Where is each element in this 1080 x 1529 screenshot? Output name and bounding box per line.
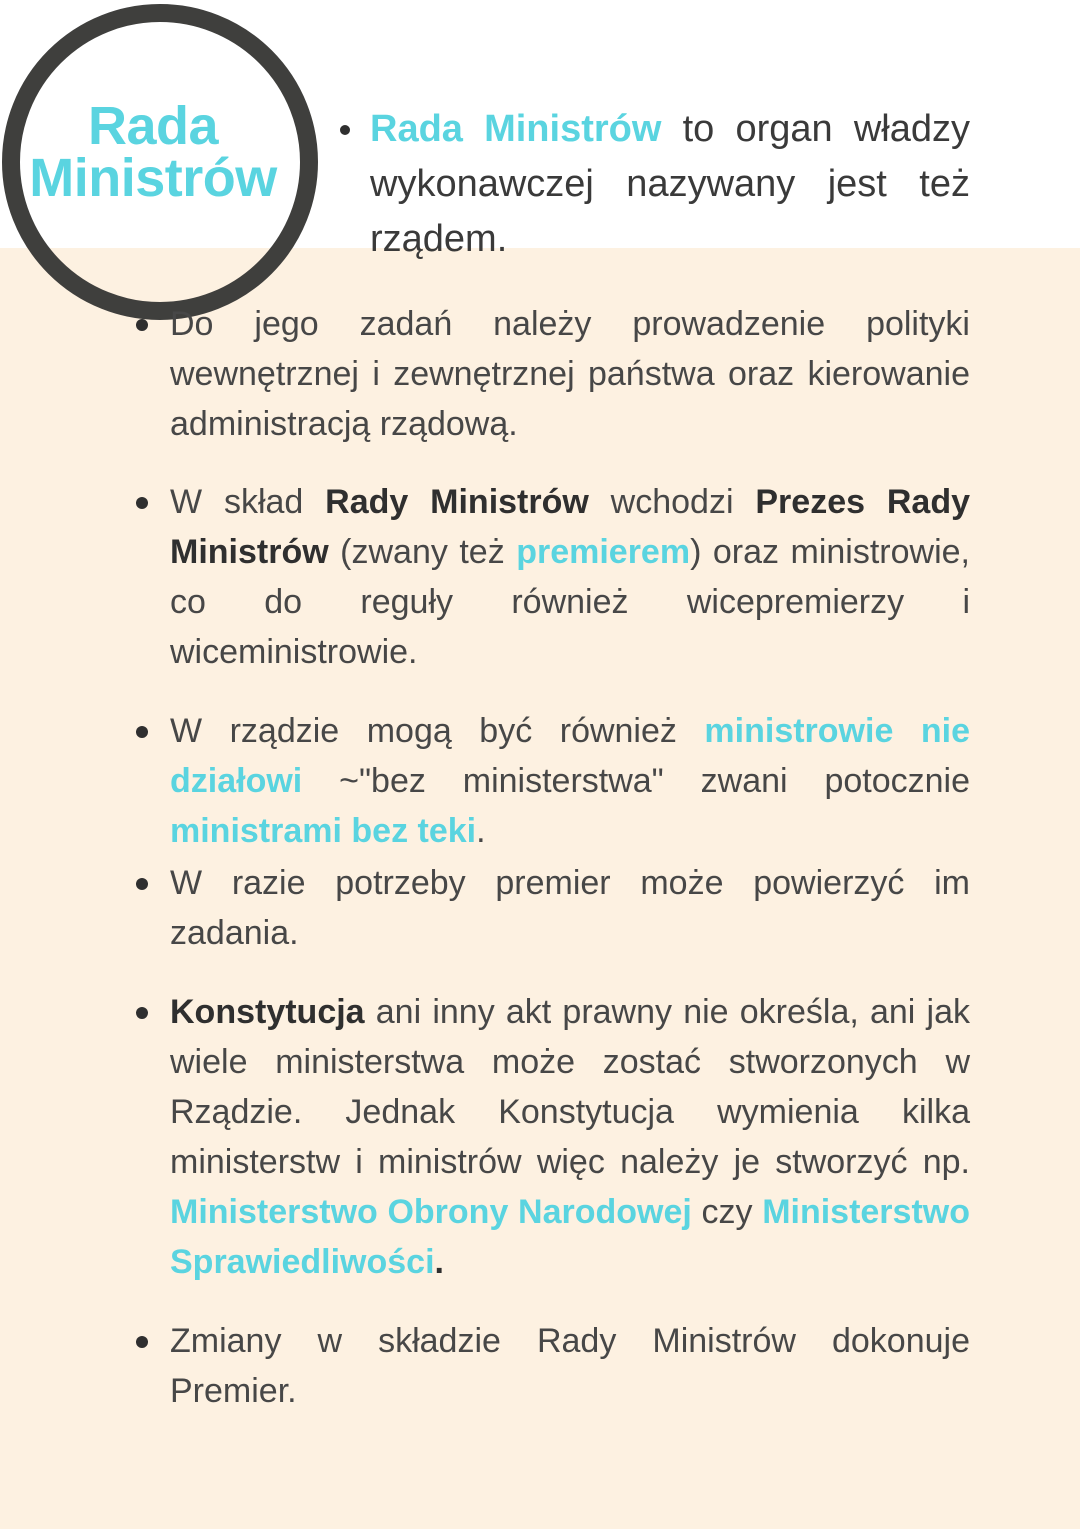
badge-title-line2: Ministrów [29, 148, 277, 208]
bullet-dot [136, 878, 148, 890]
intro-rest: to organ władzy wykonawczej nazywany jest też rządem. [370, 108, 970, 260]
point-1-text: Do jego zadań należy prowadzenie polityki wewnętrznej i zewnętrznej państwa oraz kierowanie administracją rządową. [170, 305, 970, 443]
p2-e: ) oraz ministrowie, co do reguły również wicepremierzy i wiceministrowie. [170, 533, 971, 671]
badge-title [0, 96, 306, 208]
bullet-dot [136, 1007, 148, 1019]
p2-c: wchodzi [588, 483, 756, 521]
p3-highlight-ministrowie: ministrowie nie działowi [170, 712, 970, 800]
p2-a: W skład [170, 483, 326, 521]
p3-a: W rządzie mogą być również [170, 712, 705, 750]
point-4-text: W razie potrzeby premier może powierzyć im zadania. [170, 864, 970, 952]
p5-highlight-sprawiedliwosci: Ministerstwo Sprawiedliwości [170, 1193, 970, 1281]
p3-c: . [476, 812, 486, 850]
p5-c: czy [691, 1193, 763, 1231]
point-2-text [170, 477, 970, 677]
badge-title-line1: Rada [87, 96, 219, 156]
bullet-dot [136, 319, 148, 331]
intro-paragraph [370, 102, 970, 267]
p2-bold-prezes: Prezes Rady Ministrów [170, 483, 971, 571]
bullet-dot [136, 497, 148, 509]
bullet-dot [340, 125, 350, 135]
p5-highlight-obrony: Ministerstwo Obrony Narodowej [170, 1193, 692, 1231]
point-6-text: Zmiany w składzie Rady Ministrów dokonuje Premier. [170, 1322, 970, 1410]
bullet-dot [136, 726, 148, 738]
p3-highlight-bez-teki: ministrami bez teki [170, 812, 477, 850]
p5-a: ani inny akt prawny nie określa, ani jak wiele ministerstwa może zostać stworzonych w Rządzie. Jednak Konstytucja wymienia kilka ministerstw i ministrów więc należy je stworzyć np. [170, 993, 970, 1181]
p5-bold-konstytucja: Konstytucja [170, 993, 365, 1031]
p5-d: . [434, 1243, 444, 1281]
intro-highlight: Rada Ministrów [370, 108, 662, 150]
point-5-text [170, 987, 970, 1287]
p2-highlight-premierem: premierem [516, 533, 691, 571]
p3-b: ~"bez ministerstwa" zwani potocznie [302, 762, 970, 800]
p2-bold-rady: Rady Ministrów [325, 483, 589, 521]
point-3-text [170, 706, 970, 856]
p2-d: (zwany też [328, 533, 517, 571]
bullet-dot [136, 1336, 148, 1348]
